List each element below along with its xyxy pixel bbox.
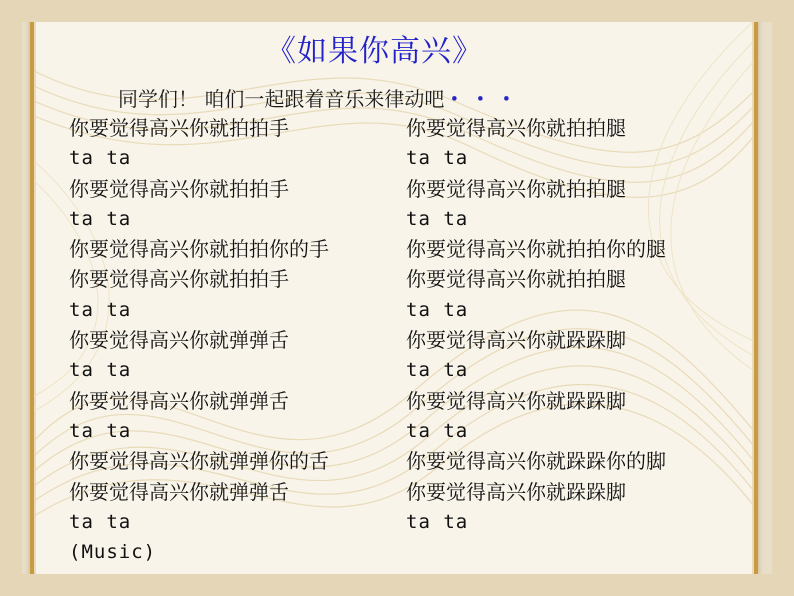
lyric-line: 你要觉得高兴你就拍拍腿 xyxy=(406,267,626,292)
page-title: 《如果你高兴》 xyxy=(266,34,483,69)
lyric-line: 你要觉得高兴你就弹弹舌 xyxy=(69,388,289,413)
music-label: (Music) xyxy=(69,541,157,564)
lyric-rhythm: ta ta xyxy=(69,359,132,382)
lyric-line: 你要觉得高兴你就拍拍手 xyxy=(69,116,289,140)
lyric-line: 你要觉得高兴你就拍拍腿 xyxy=(406,176,626,201)
lyric-rhythm: ta ta xyxy=(406,147,469,170)
lyric-line: 你要觉得高兴你就跺跺脚 xyxy=(406,328,626,353)
intro-text: 同学们！ 咱们一起跟着音乐来律动吧 xyxy=(118,87,445,111)
lyric-line: 你要觉得高兴你就弹弹舌 xyxy=(69,479,289,504)
lyric-line: 你要觉得高兴你就跺跺你的脚 xyxy=(406,449,666,474)
lyric-line: 你要觉得高兴你就跺跺脚 xyxy=(406,479,626,504)
lyric-line: 你要觉得高兴你就弹弹你的舌 xyxy=(69,449,329,474)
lyric-line: 你要觉得高兴你就弹弹舌 xyxy=(69,328,289,353)
lyric-rhythm: ta ta xyxy=(69,298,132,321)
lyric-rhythm: ta ta xyxy=(406,298,469,321)
lyric-rhythm: ta ta xyxy=(69,207,132,230)
lyric-rhythm: ta ta xyxy=(406,207,469,230)
lyric-rhythm: ta ta xyxy=(69,147,132,170)
lyrics-right-column xyxy=(406,113,666,537)
intro-dots: ・・・ xyxy=(444,87,523,111)
lyrics-left-column xyxy=(69,113,329,567)
lyric-rhythm: ta ta xyxy=(406,419,469,442)
lyric-line: 你要觉得高兴你就拍拍手 xyxy=(69,176,289,201)
lyric-rhythm: ta ta xyxy=(406,510,469,533)
lyric-line: 你要觉得高兴你就拍拍手 xyxy=(69,267,289,292)
lyric-rhythm: ta ta xyxy=(69,419,132,442)
lyric-rhythm: ta ta xyxy=(406,359,469,382)
lyric-line: 你要觉得高兴你就拍拍腿 xyxy=(406,116,626,140)
lyric-line: 你要觉得高兴你就拍拍你的腿 xyxy=(406,237,666,262)
lyric-line: 你要觉得高兴你就拍拍你的手 xyxy=(69,237,329,262)
lyric-line: 你要觉得高兴你就跺跺脚 xyxy=(406,388,626,413)
lyric-rhythm: ta ta xyxy=(69,510,132,533)
intro-line xyxy=(118,83,522,112)
